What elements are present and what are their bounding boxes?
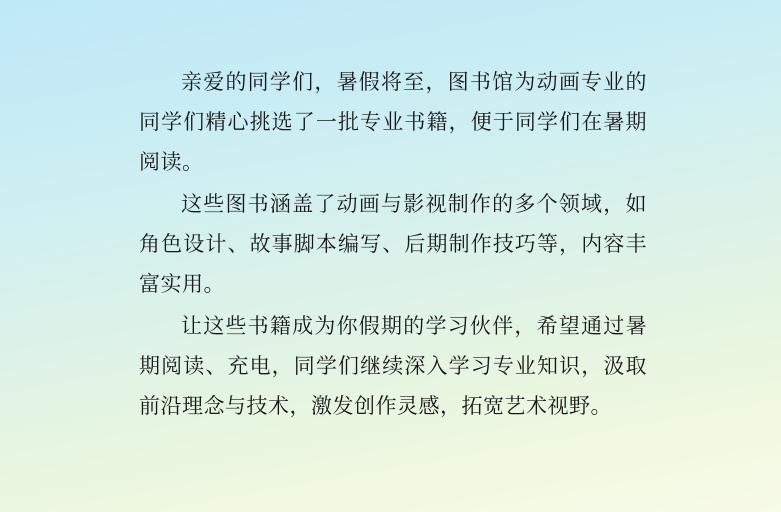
paragraph-2: 这些图书涵盖了动画与影视制作的多个领域，如角色设计、故事脚本编写、后期制作技巧等，内容丰富实用。 — [139, 192, 647, 296]
paragraph-3: 让这些书籍成为你假期的学习伙伴，希望通过暑期阅读、充电，同学们继续深入学习专业知识，汲取前沿理念与技术，激发创作灵感，拓宽艺术视野。 — [139, 314, 647, 418]
document-body — [139, 62, 647, 428]
paragraph-1: 亲爱的同学们，暑假将至，图书馆为动画专业的同学们精心挑选了一批专业书籍，便于同学们在暑期阅读。 — [139, 70, 647, 174]
